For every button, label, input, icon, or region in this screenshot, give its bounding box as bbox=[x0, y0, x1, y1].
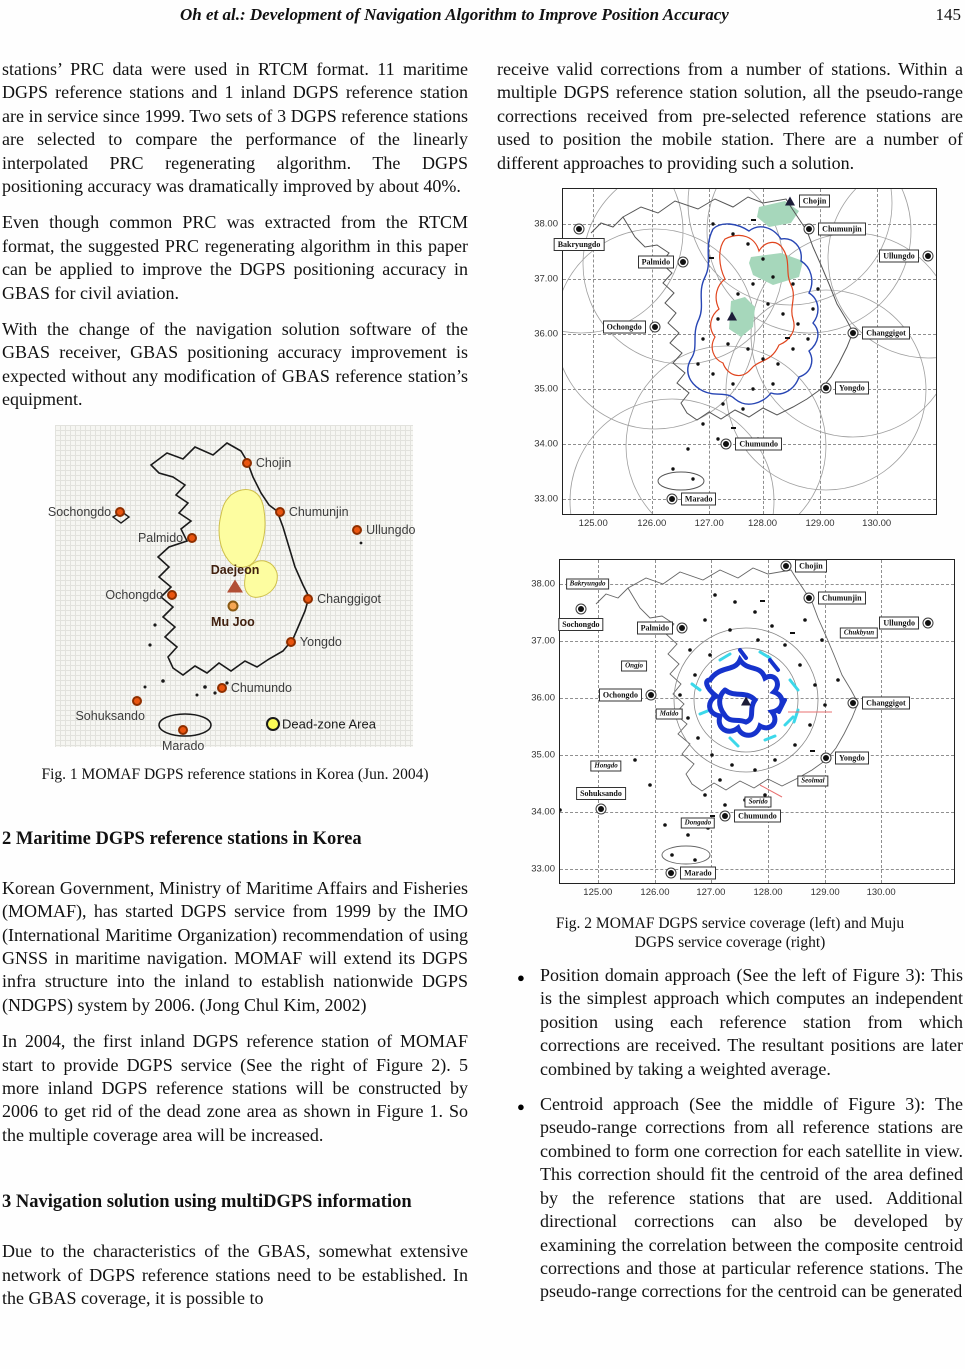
station-label: Mu Joo bbox=[211, 614, 255, 629]
station-dot-icon bbox=[652, 324, 658, 330]
station-label: Ullungdo bbox=[366, 522, 416, 537]
y-axis-tick-label: 38.00 bbox=[531, 578, 555, 590]
x-axis-tick-label: 129.00 bbox=[810, 887, 840, 899]
y-axis-tick-label: 34.00 bbox=[531, 806, 555, 818]
station-dot-icon bbox=[578, 606, 584, 612]
station-dot-icon bbox=[576, 226, 582, 232]
x-axis-tick-label: 128.00 bbox=[748, 518, 778, 530]
paragraph: stations’ PRC data were used in RTCM format. 11 maritime DGPS reference stations and 1 inland DGPS reference station are in service since 1999. Two sets of 3 DGPS reference stations are selected to compare the performance of the linearly interpolated PRC regenerating algorithm. The DGPS positioning accuracy was dramatically improved by about 40%. bbox=[2, 59, 468, 197]
station-dot-icon bbox=[178, 725, 188, 735]
station-label: Ullungdo bbox=[879, 617, 919, 630]
station-dot-icon bbox=[925, 620, 931, 626]
station-label: Yongdo bbox=[299, 634, 342, 649]
right-column bbox=[497, 58, 963, 1316]
station-label: Bakryungdo bbox=[554, 238, 605, 251]
station-dot-icon bbox=[722, 813, 728, 819]
page-number: 145 bbox=[935, 5, 961, 24]
figure-1 bbox=[2, 425, 468, 784]
paragraph: With the change of the navigation solution software of the GBAS receiver, GBAS positioning accuracy improvement is expected without any modification of GBAS reference station’s equipment. bbox=[2, 319, 468, 410]
station-label: Hongdo bbox=[590, 761, 621, 772]
station-label: Yongdo bbox=[835, 752, 869, 765]
triangle-marker-icon bbox=[227, 579, 243, 592]
station-label: Chumunjin bbox=[818, 592, 866, 605]
station-label: Palmido bbox=[638, 256, 674, 269]
station-label: Sohuksando bbox=[576, 787, 626, 800]
y-axis-tick-label: 37.00 bbox=[534, 273, 558, 285]
station-dot-icon bbox=[668, 870, 674, 876]
station-dot-icon bbox=[806, 595, 812, 601]
station-label: Chojin bbox=[255, 455, 292, 470]
station-dot-icon bbox=[242, 458, 252, 468]
station-label: Chumunjin bbox=[818, 223, 866, 236]
x-axis-tick-label: 130.00 bbox=[866, 887, 896, 899]
x-axis-tick-label: 127.00 bbox=[696, 887, 726, 899]
station-label: Ochongdo bbox=[599, 689, 642, 702]
station-dot-icon bbox=[806, 226, 812, 232]
station-dot-icon bbox=[823, 385, 829, 391]
station-label: Sohuksando bbox=[75, 708, 145, 723]
section-3-heading: 3 Navigation solution using multiDGPS information bbox=[2, 1192, 412, 1213]
station-dot-icon bbox=[925, 253, 931, 259]
coverage-map-plot-area bbox=[534, 188, 937, 530]
station-dot-icon bbox=[217, 683, 227, 693]
station-dot-icon bbox=[723, 441, 729, 447]
x-axis-tick-label: 126.00 bbox=[640, 887, 670, 899]
station-label: Changgigot bbox=[862, 327, 910, 340]
station-label: Chumundo bbox=[735, 438, 782, 451]
bullet-item: ● Centroid approach (See the middle of Figure 3): The pseudo-range corrections from all reference stations are combined to form one correction for each satellite in view. This correction should fit the centroid of the area defined by the reference stations that are used. Additional directional corrections can also be developed by examining the correlation between the composite centroid corrections and those at particular reference stations. The pseudo-range corrections for the centroid can be generated bbox=[497, 1093, 963, 1304]
triangle-marker-icon bbox=[727, 311, 737, 320]
station-dot-icon bbox=[598, 806, 604, 812]
station-label: Changgigot bbox=[317, 591, 382, 606]
station-label: Seolmal bbox=[797, 775, 828, 786]
y-axis-tick-label: 35.00 bbox=[531, 749, 555, 761]
station-label: Changgigot bbox=[862, 697, 910, 710]
running-title: Oh et al.: Development of Navigation Algorithm to Improve Position Accuracy bbox=[180, 5, 729, 24]
station-label: Chojin bbox=[795, 560, 827, 573]
station-dot-icon bbox=[132, 696, 142, 706]
y-axis-tick-label: 34.00 bbox=[534, 438, 558, 450]
triangle-marker-icon bbox=[785, 197, 795, 206]
station-label: Marado bbox=[681, 493, 717, 506]
station-label: Dongado bbox=[681, 817, 715, 828]
x-axis-tick-label: 126.00 bbox=[637, 518, 667, 530]
paragraph: In 2004, the first inland DGPS reference station of MOMAF start to provide DGPS service (See the right of Figure 2). 5 more inland DGPS reference stations will be constructed by 2006 to get rid of the dead zone area as shown in Figure 1. So the multiple coverage area will be increased. bbox=[2, 1031, 468, 1145]
station-dot-icon bbox=[679, 625, 685, 631]
muju-coverage-graphic bbox=[560, 560, 954, 883]
station-label: Ullungdo bbox=[879, 249, 919, 262]
coverage-map-plot-area bbox=[531, 559, 955, 899]
station-label: Sorido bbox=[745, 796, 772, 807]
figure-2-map-momaf-coverage bbox=[522, 188, 963, 533]
y-axis-tick-label: 38.00 bbox=[534, 218, 558, 230]
station-dot-icon bbox=[783, 563, 789, 569]
left-column bbox=[2, 58, 468, 1323]
station-label: Daejeon bbox=[210, 562, 260, 577]
bullet-item: ● Position domain approach (See the left of Figure 3): This is the simplest approach which computes an independent position using each reference station from which corrections are received. The resultant positions are later combined by taking a weighted average. bbox=[497, 964, 963, 1081]
bullet-list bbox=[497, 964, 963, 1304]
station-label: Chojin bbox=[799, 195, 831, 208]
station-label: Chumundo bbox=[230, 680, 292, 695]
x-axis-tick-label: 125.00 bbox=[583, 887, 613, 899]
y-axis-tick-label: 33.00 bbox=[531, 863, 555, 875]
station-label: Chumunjin bbox=[288, 504, 349, 519]
y-axis-tick-label: 35.00 bbox=[534, 383, 558, 395]
station-dot-icon bbox=[187, 533, 197, 543]
figure-1-map bbox=[47, 425, 416, 753]
x-axis-tick-label: 129.00 bbox=[805, 518, 835, 530]
station-label: Marado bbox=[680, 867, 716, 880]
station-label: Ochongdo bbox=[603, 321, 646, 334]
x-axis-tick-label: 127.00 bbox=[694, 518, 724, 530]
paragraph: Due to the characteristics of the GBAS, somewhat extensive network of DGPS reference stations need to be established. In the GBAS coverage, it is possible to bbox=[2, 1241, 468, 1308]
figure-2 bbox=[497, 188, 963, 952]
paragraph: receive valid corrections from a number of stations. Within a multiple DGPS reference station solution, all the pseudo-range corrections received from pre-selected reference stations are used to position the mobile station. There are a number of different approaches to providing such a solution. bbox=[497, 59, 963, 173]
station-label: Chukbyun bbox=[840, 628, 878, 639]
station-dot-icon bbox=[227, 600, 238, 611]
y-axis-tick-label: 33.00 bbox=[534, 493, 558, 505]
station-label: Marado bbox=[161, 738, 205, 753]
station-label: Ongjo bbox=[621, 660, 647, 671]
y-axis-tick-label: 36.00 bbox=[534, 328, 558, 340]
station-dot-icon bbox=[303, 594, 313, 604]
station-dot-icon bbox=[286, 637, 296, 647]
dead-zone-legend-icon bbox=[266, 717, 280, 731]
y-axis-tick-label: 37.00 bbox=[531, 635, 555, 647]
paragraph: Korean Government, Ministry of Maritime Affairs and Fisheries (MOMAF), has started DGPS service from 1999 by the IMO (International Maritime Organization) recommendation of using GNSS in maritime navigation. MOMAF will extend its DGPS infra structure into the inland to establish nationwide DGPS (NDGPS) system by 2006. (Jong Chul Kim, 2002) bbox=[2, 877, 468, 1015]
station-dot-icon bbox=[167, 590, 177, 600]
station-label: Maldo bbox=[656, 709, 683, 720]
station-dot-icon bbox=[850, 700, 856, 706]
station-label: Dead-zone Area bbox=[282, 716, 376, 732]
triangle-marker-icon bbox=[741, 697, 751, 706]
station-label: Palmido bbox=[137, 530, 184, 545]
figure-2-caption: Fig. 2 MOMAF DGPS service coverage (left) and Muju DGPS service coverage (right) bbox=[555, 915, 905, 952]
station-label: Chumundo bbox=[734, 810, 781, 823]
paragraph: Even though common PRC was extracted from the RTCM format, the suggested PRC regenerating algorithm in this paper can be applied to improve the DGPS positioning accuracy in GBAS for civil aviation. bbox=[2, 212, 468, 303]
section-2-heading: 2 Maritime DGPS reference stations in Korea bbox=[2, 828, 362, 849]
station-label: Sochongdo bbox=[47, 504, 112, 519]
station-dot-icon bbox=[352, 525, 362, 535]
station-dot-icon bbox=[669, 496, 675, 502]
station-dot-icon bbox=[850, 330, 856, 336]
y-axis-tick-label: 36.00 bbox=[531, 692, 555, 704]
station-dot-icon bbox=[680, 259, 686, 265]
station-dot-icon bbox=[648, 692, 654, 698]
figure-2-map-muju-coverage bbox=[519, 559, 963, 902]
x-axis-tick-label: 125.00 bbox=[578, 518, 608, 530]
station-dot-icon bbox=[275, 507, 285, 517]
station-label: Sochongdo bbox=[558, 618, 603, 631]
station-label: Palmido bbox=[637, 622, 673, 635]
station-label: Yongdo bbox=[835, 381, 869, 394]
station-dot-icon bbox=[115, 507, 125, 517]
coverage-map-graphic bbox=[563, 189, 936, 514]
station-label: Bakryungdo bbox=[566, 578, 610, 589]
x-axis-tick-label: 130.00 bbox=[862, 518, 892, 530]
station-label: Ochongdo bbox=[105, 587, 164, 602]
station-dot-icon bbox=[823, 755, 829, 761]
x-axis-tick-label: 128.00 bbox=[753, 887, 783, 899]
figure-1-caption: Fig. 1 MOMAF DGPS reference stations in Korea (Jun. 2004) bbox=[41, 765, 429, 783]
